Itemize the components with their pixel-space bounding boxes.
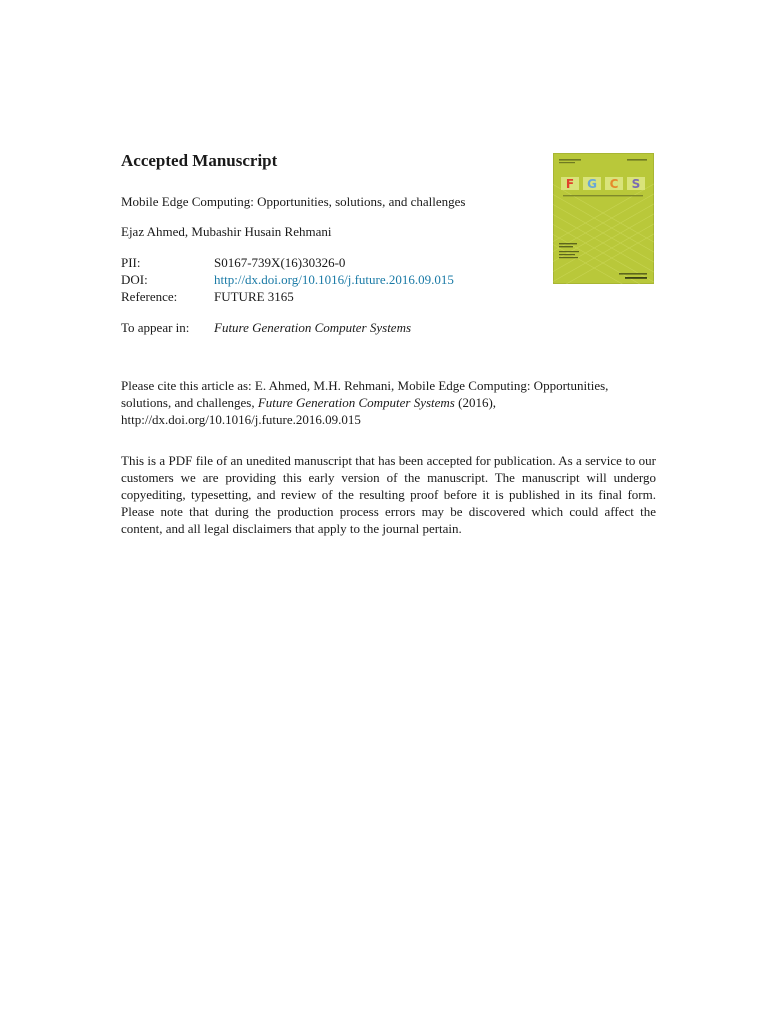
- pii-row: [121, 254, 345, 271]
- cover-logo-letter: S: [631, 177, 641, 191]
- citation-doi: http://dx.doi.org/10.1016/j.future.2016.09.015: [121, 412, 361, 427]
- reference-row: [121, 288, 294, 305]
- appear-in-label: To appear in:: [121, 320, 190, 335]
- cover-logo-letter: F: [565, 177, 575, 191]
- journal-name: Future Generation Computer Systems: [214, 320, 412, 335]
- cover-logo-letter: C: [609, 177, 619, 191]
- citation-journal: Future Generation Computer Systems: [257, 395, 455, 410]
- pii-label: PII:: [121, 255, 141, 270]
- reference-label: Reference:: [121, 289, 178, 304]
- citation-line-1: Please cite this article as: E. Ahmed, M.H. Rehmani, Mobile Edge Computing: Opportunities,: [121, 378, 609, 393]
- citation-line-2: [121, 394, 656, 411]
- citation-line-2-prefix: solutions, and challenges,: [121, 395, 255, 410]
- citation-paragraph: [121, 377, 656, 428]
- doi-label: DOI:: [121, 272, 148, 287]
- doi-link[interactable]: http://dx.doi.org/10.1016/j.future.2016.09.015: [214, 272, 454, 287]
- journal-cover-graphic: [553, 153, 654, 284]
- page-heading: Accepted Manuscript: [121, 151, 278, 170]
- article-title: Mobile Edge Computing: Opportunities, solutions, and challenges: [121, 194, 466, 209]
- article-authors: Ejaz Ahmed, Mubashir Husain Rehmani: [121, 224, 332, 239]
- notice-paragraph: This is a PDF file of an unedited manuscript that has been accepted for publication. As a service to our customers we are providing this early version of the manuscript. The manuscript will undergo copyediting, typesetting, and review of the resulting proof before it is published in its final form. Please note that during the production process errors may be discovered which could affect the content, and all legal disclaimers that apply to the journal pertain.: [121, 453, 656, 536]
- cover-logo-letter: G: [587, 177, 597, 191]
- reference-value: FUTURE 3165: [214, 289, 294, 304]
- journal-cover-image: [553, 153, 654, 284]
- appear-in-row: [121, 319, 411, 336]
- citation-line-2-suffix: (2016),: [458, 395, 497, 410]
- doi-row: [121, 271, 454, 288]
- pii-value: S0167-739X(16)30326-0: [214, 255, 346, 270]
